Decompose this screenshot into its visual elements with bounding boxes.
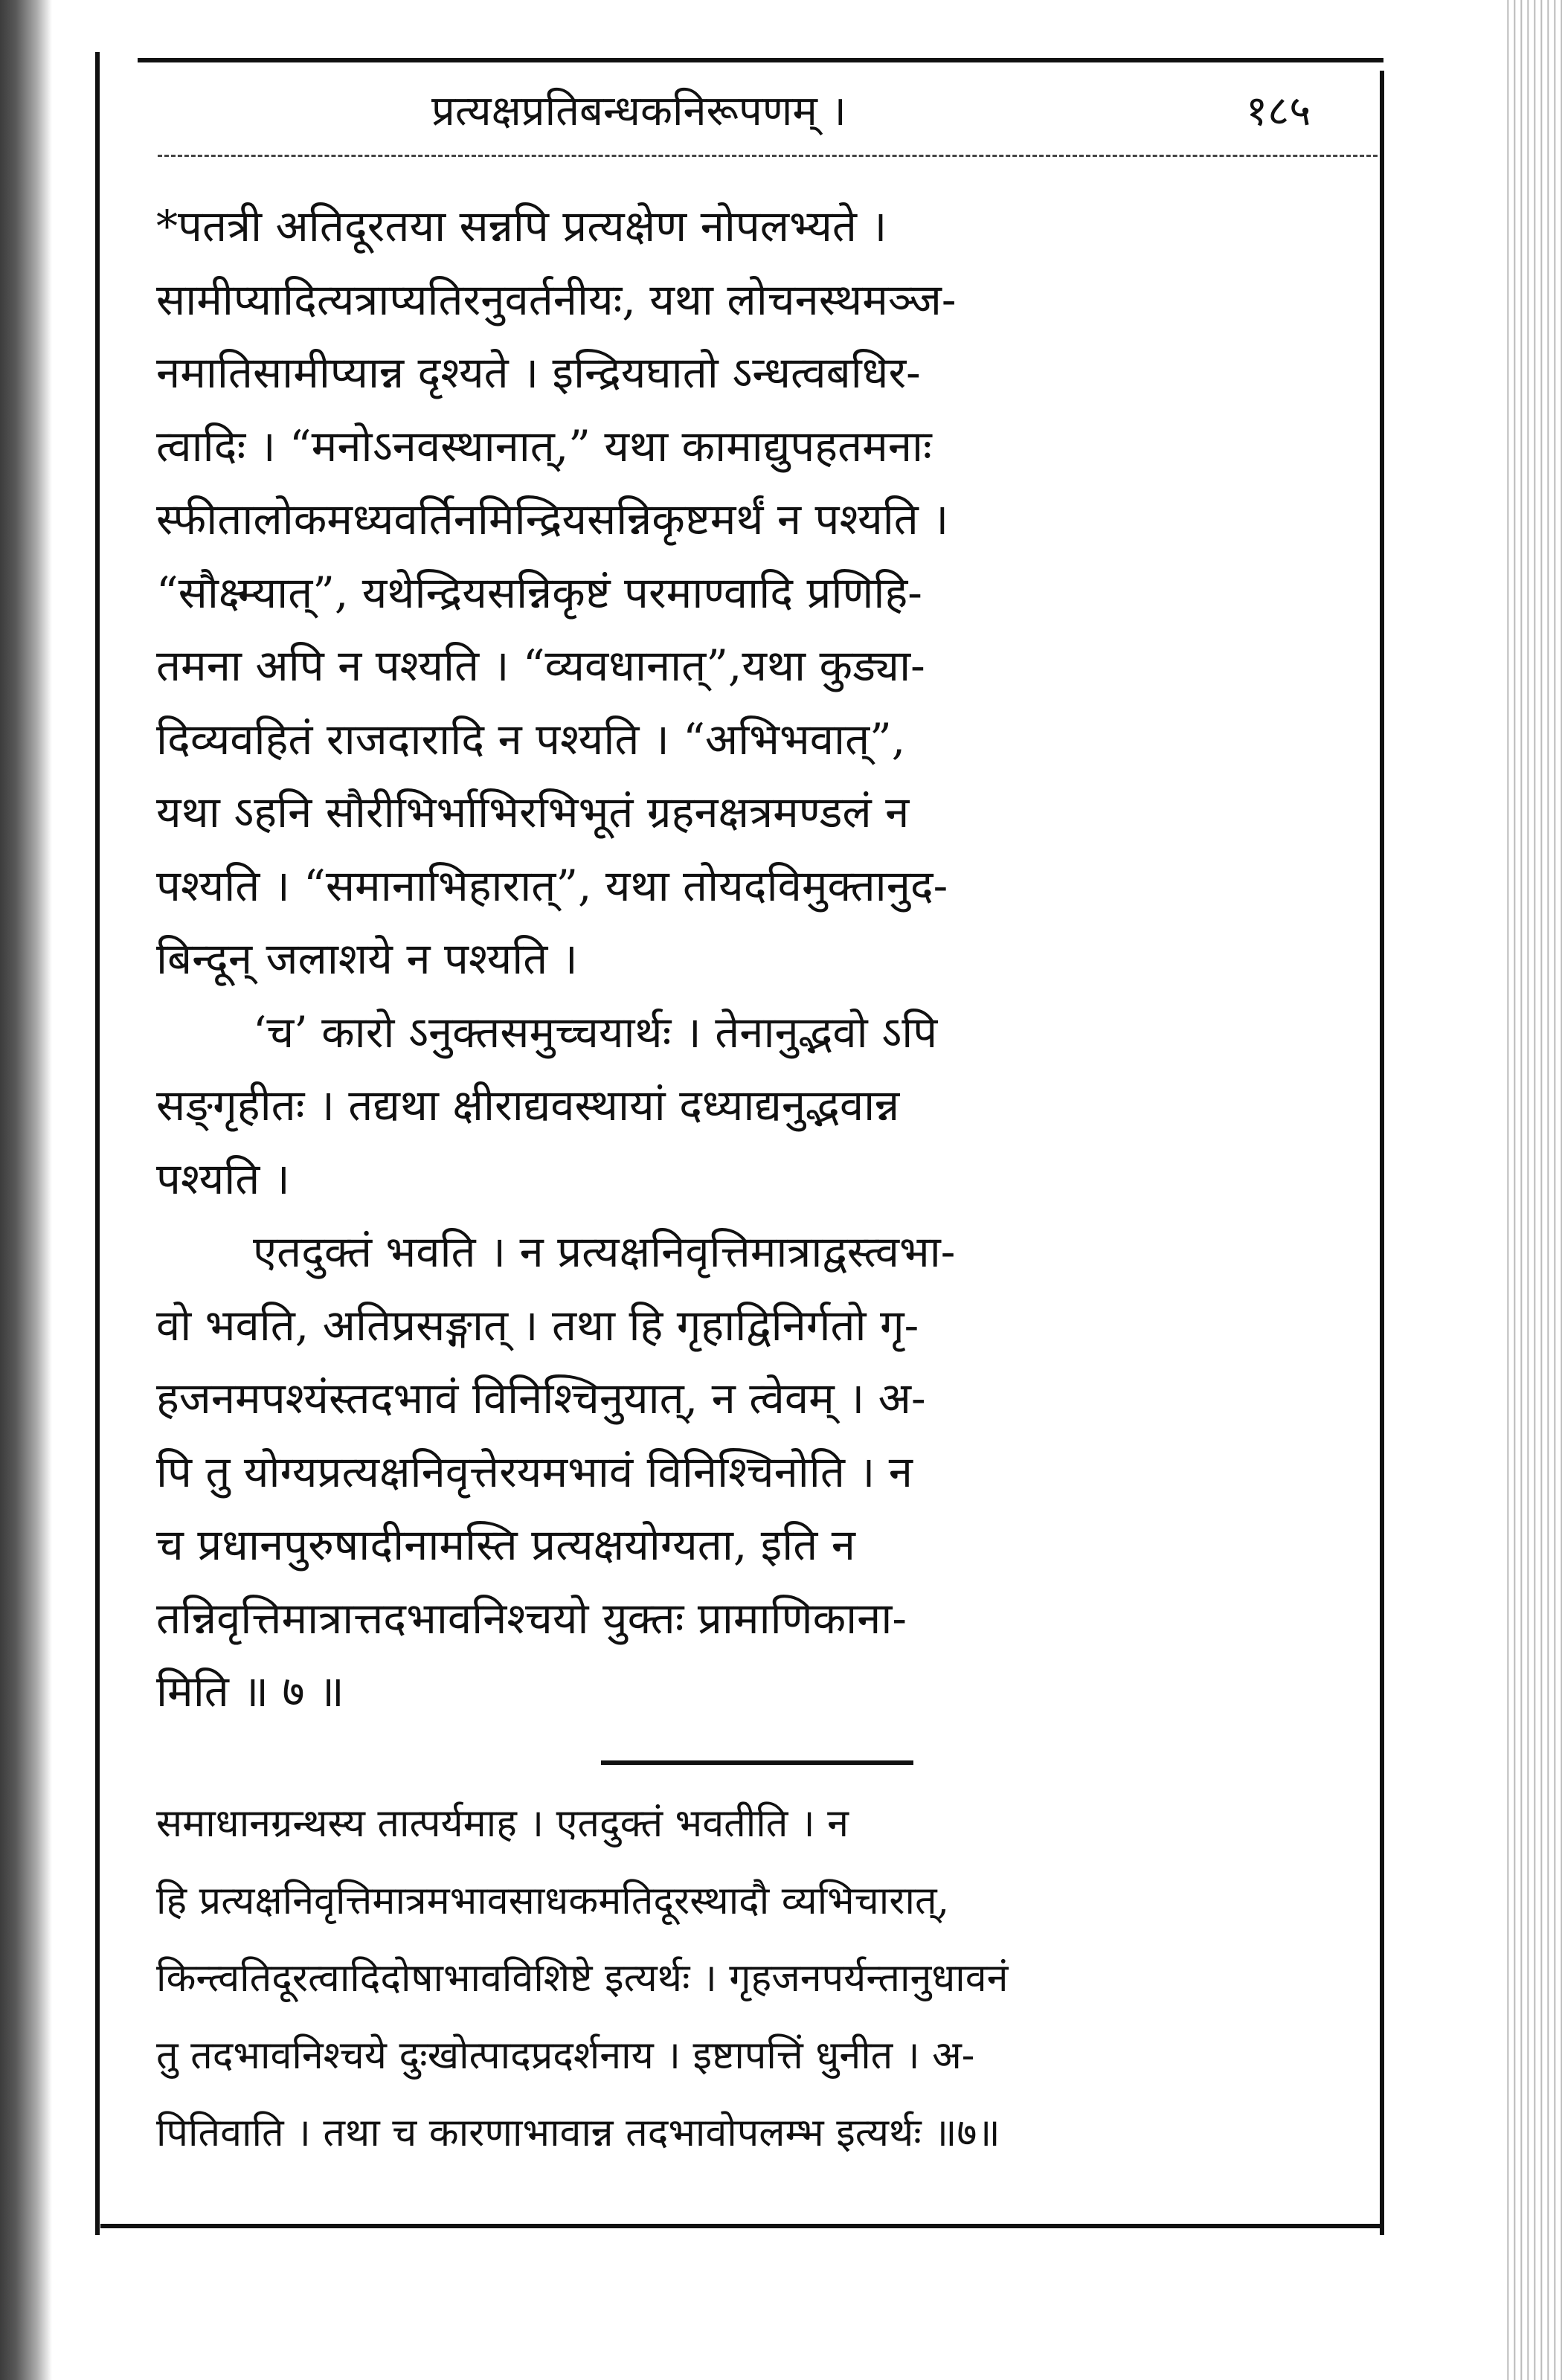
main-text-block [156, 190, 1376, 1728]
running-header-title: प्रत्यक्षप्रतिबन्धकनिरूपणम् । [431, 87, 846, 135]
commentary-line: किन्त्वतिदूरत्वादिदोषाभावविशिष्टे इत्यर्थः । गृहजनपर्यन्तानुधावनं [156, 1956, 1009, 2001]
text-line: वो भवति, अतिप्रसङ्गात् । तथा हि गृहाद्विनिर्गतो गृ- [156, 1299, 919, 1351]
text-line: पश्यति । [156, 1153, 290, 1204]
page-frame-left-rule [95, 52, 100, 2235]
commentary-line: तु तदभावनिश्चये दुःखोत्पादप्रदर्शनाय । इष्टापत्तिं धुनीत । अ- [156, 2033, 975, 2078]
header-dashed-rule [158, 155, 1378, 157]
text-line: एतदुक्तं भवति । न प्रत्यक्षनिवृत्तिमात्राद्वस्त्वभा- [253, 1226, 956, 1277]
text-line: पश्यति । “समानाभिहारात्”, यथा तोयदविमुक्तानुद- [156, 860, 948, 911]
section-divider-rule [601, 1760, 913, 1765]
text-line: *पतत्री अतिदूरतया सन्नपि प्रत्यक्षेण नोपलभ्यते । [156, 201, 887, 251]
text-line: “सौक्ष्म्यात्”, यथेन्द्रियसन्निकृष्टं परमाण्वादि प्रणिहि- [156, 567, 922, 618]
text-line: च प्रधानपुरुषादीनामस्ति प्रत्यक्षयोग्यता, इति न [156, 1519, 855, 1570]
header-top-rule [138, 58, 1383, 62]
text-line: बिन्दून् जलाशये न पश्यति । [156, 933, 578, 984]
commentary-line: हि प्रत्यक्षनिवृत्तिमात्रमभावसाधकमतिदूरस्थादौ व्यभिचारात्, [156, 1879, 950, 1923]
commentary-block [156, 1785, 1376, 2172]
text-line: हजनमपश्यंस्तदभावं विनिश्चिनुयात्, न त्वेवम् । अ- [156, 1373, 926, 1424]
page-bottom-rule [100, 2224, 1383, 2228]
commentary-line: पितिवाति । तथा च कारणाभावान्न तदभावोपलम्भ इत्यर्थः ॥७॥ [156, 2111, 1000, 2155]
text-line: तमना अपि न पश्यति । “व्यवधानात्”,यथा कुड्या- [156, 640, 925, 691]
page-frame-right-rule [1380, 71, 1384, 2235]
page-edge-stack [1502, 0, 1562, 2380]
text-line: त्वादिः । “मनोऽनवस्थानात्,” यथा कामाद्युपहतमनाः [156, 420, 932, 472]
book-spine-shadow [0, 0, 52, 2380]
text-line: ‘च’ कारो ऽनुक्तसमुच्चयार्थः । तेनानुद्भवो ऽपि [253, 1006, 938, 1058]
text-line: सामीप्यादित्यत्राप्यतिरनुवर्तनीयः, यथा लोचनस्थमञ्ज- [156, 274, 957, 325]
text-line: मिति ॥ ७ ॥ [156, 1666, 344, 1717]
text-line: पि तु योग्यप्रत्यक्षनिवृत्तेरयमभावं विनिश्चिनोति । न [156, 1446, 913, 1497]
text-line: स्फीतालोकमध्यवर्तिनमिन्द्रियसन्निकृष्टमर्थं न पश्यति । [156, 494, 949, 544]
text-line: तन्निवृत्तिमात्रात्तदभावनिश्चयो युक्तः प्रामाणिकाना- [156, 1592, 907, 1644]
text-line: नमातिसामीप्यान्न दृश्यते । इन्द्रियघातो ऽन्धत्वबधिर- [156, 347, 921, 398]
text-line: यथा ऽहनि सौरीभिर्भाभिरभिभूतं ग्रहनक्षत्रमण्डलं न [156, 787, 910, 837]
commentary-line: समाधानग्रन्थस्य तात्पर्यमाह । एतदुक्तं भवतीति । न [156, 1801, 849, 1846]
text-line: सङ्गृहीतः । तद्यथा क्षीराद्यवस्थायां दध्याद्यनुद्भवान्न [156, 1080, 900, 1130]
text-line: दिव्यवहितं राजदारादि न पश्यति । “अभिभवात्”, [156, 713, 906, 765]
page-number: १८५ [1246, 87, 1311, 135]
